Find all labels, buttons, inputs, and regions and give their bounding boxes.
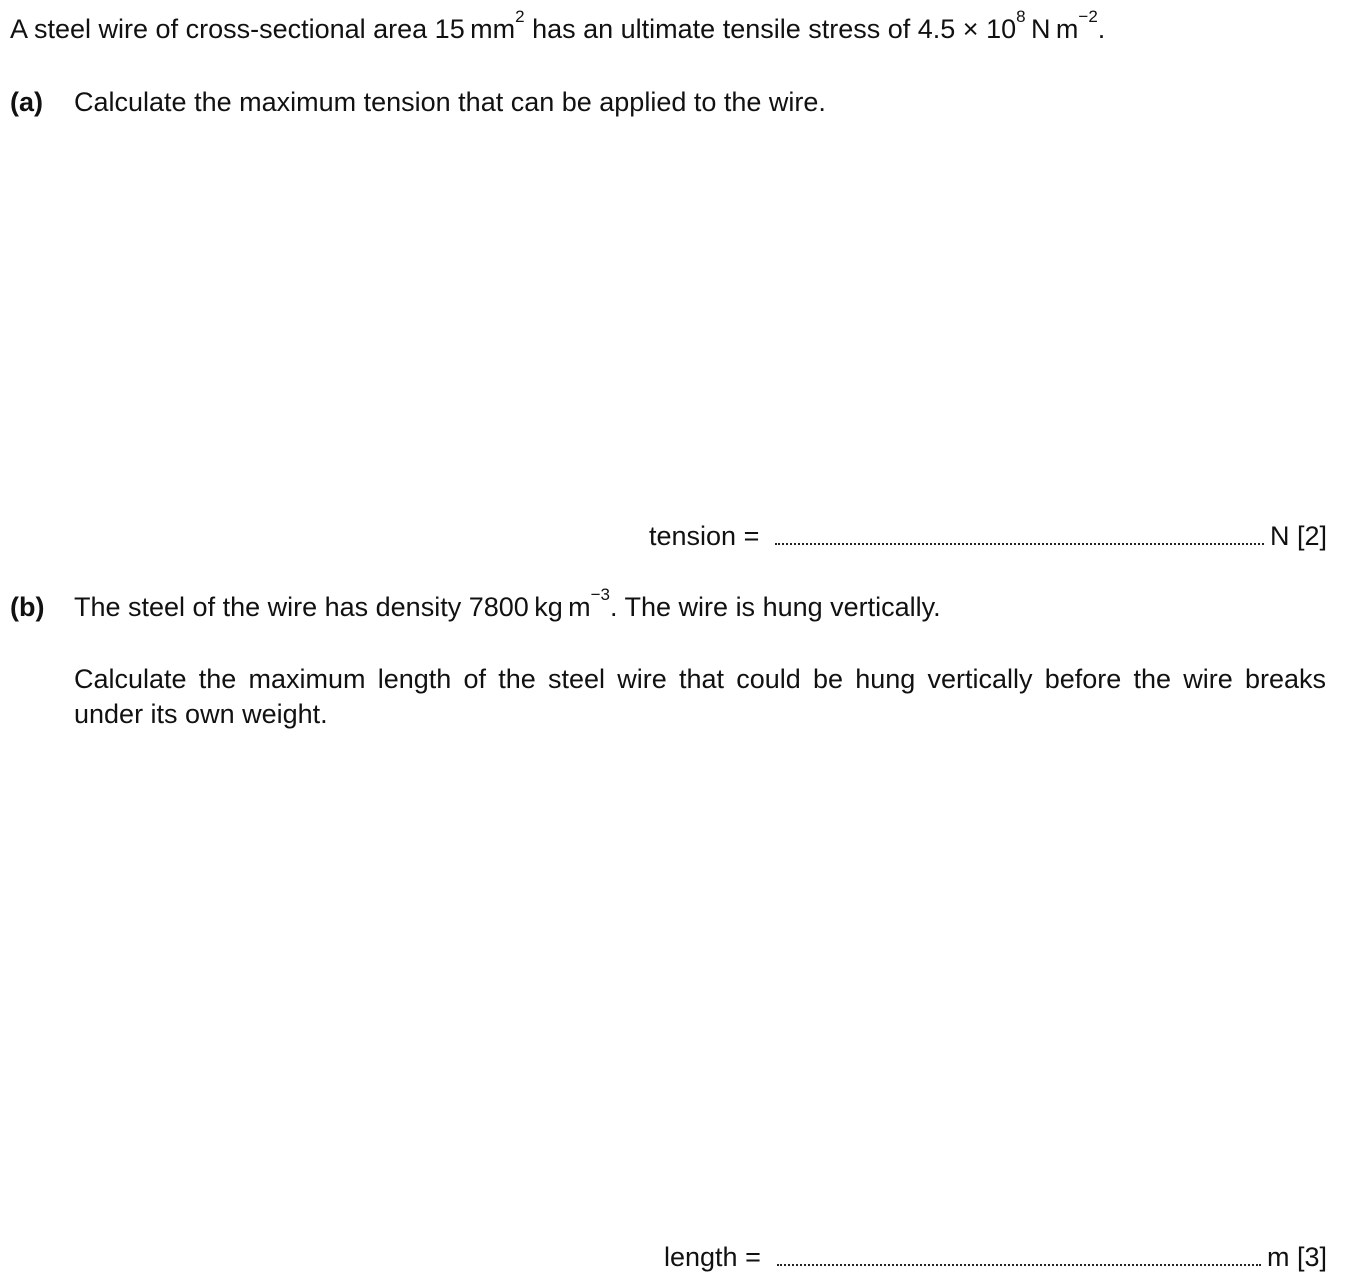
part-b-question: Calculate the maximum length of the steel wire that could be hung vertically before the wire breaks under its own weight. <box>74 664 1326 730</box>
unit-kg: kg <box>534 592 563 622</box>
intro-period: . <box>1097 14 1106 44</box>
part-b-statement <box>74 585 941 625</box>
question-intro <box>10 7 1106 47</box>
intro-text: A steel wire of cross-sectional area 15 <box>10 14 465 44</box>
unit-mm: mm <box>470 14 516 44</box>
tension-label: tension = <box>649 521 760 551</box>
unit-metre: m <box>1055 14 1079 44</box>
density-text: The steel of the wire has density 7800 <box>74 592 529 622</box>
part-a-label: (a) <box>10 87 43 117</box>
tension-answer-line[interactable] <box>649 519 1327 554</box>
unit-newton: N <box>1030 14 1051 44</box>
part-a-question: Calculate the maximum tension that can be applied to the wire. <box>74 87 826 117</box>
part-b-label: (b) <box>10 592 45 622</box>
tension-answer-field[interactable] <box>775 523 1264 545</box>
unit-metre: m <box>568 592 591 622</box>
hung-text: . The wire is hung vertically. <box>610 592 941 622</box>
length-unit-marks: m [3] <box>1266 1242 1327 1272</box>
superscript-8: 8 <box>1016 7 1026 26</box>
length-answer-field[interactable] <box>777 1244 1261 1266</box>
tension-unit-marks: N [2] <box>1269 521 1327 551</box>
intro-text-mid: has an ultimate tensile stress of 4.5 × 10 <box>524 14 1017 44</box>
superscript-neg2: −2 <box>1078 7 1098 26</box>
length-label: length = <box>664 1242 761 1272</box>
length-answer-line[interactable] <box>664 1240 1327 1275</box>
superscript-neg3: −3 <box>590 585 611 604</box>
superscript-2: 2 <box>515 7 525 26</box>
